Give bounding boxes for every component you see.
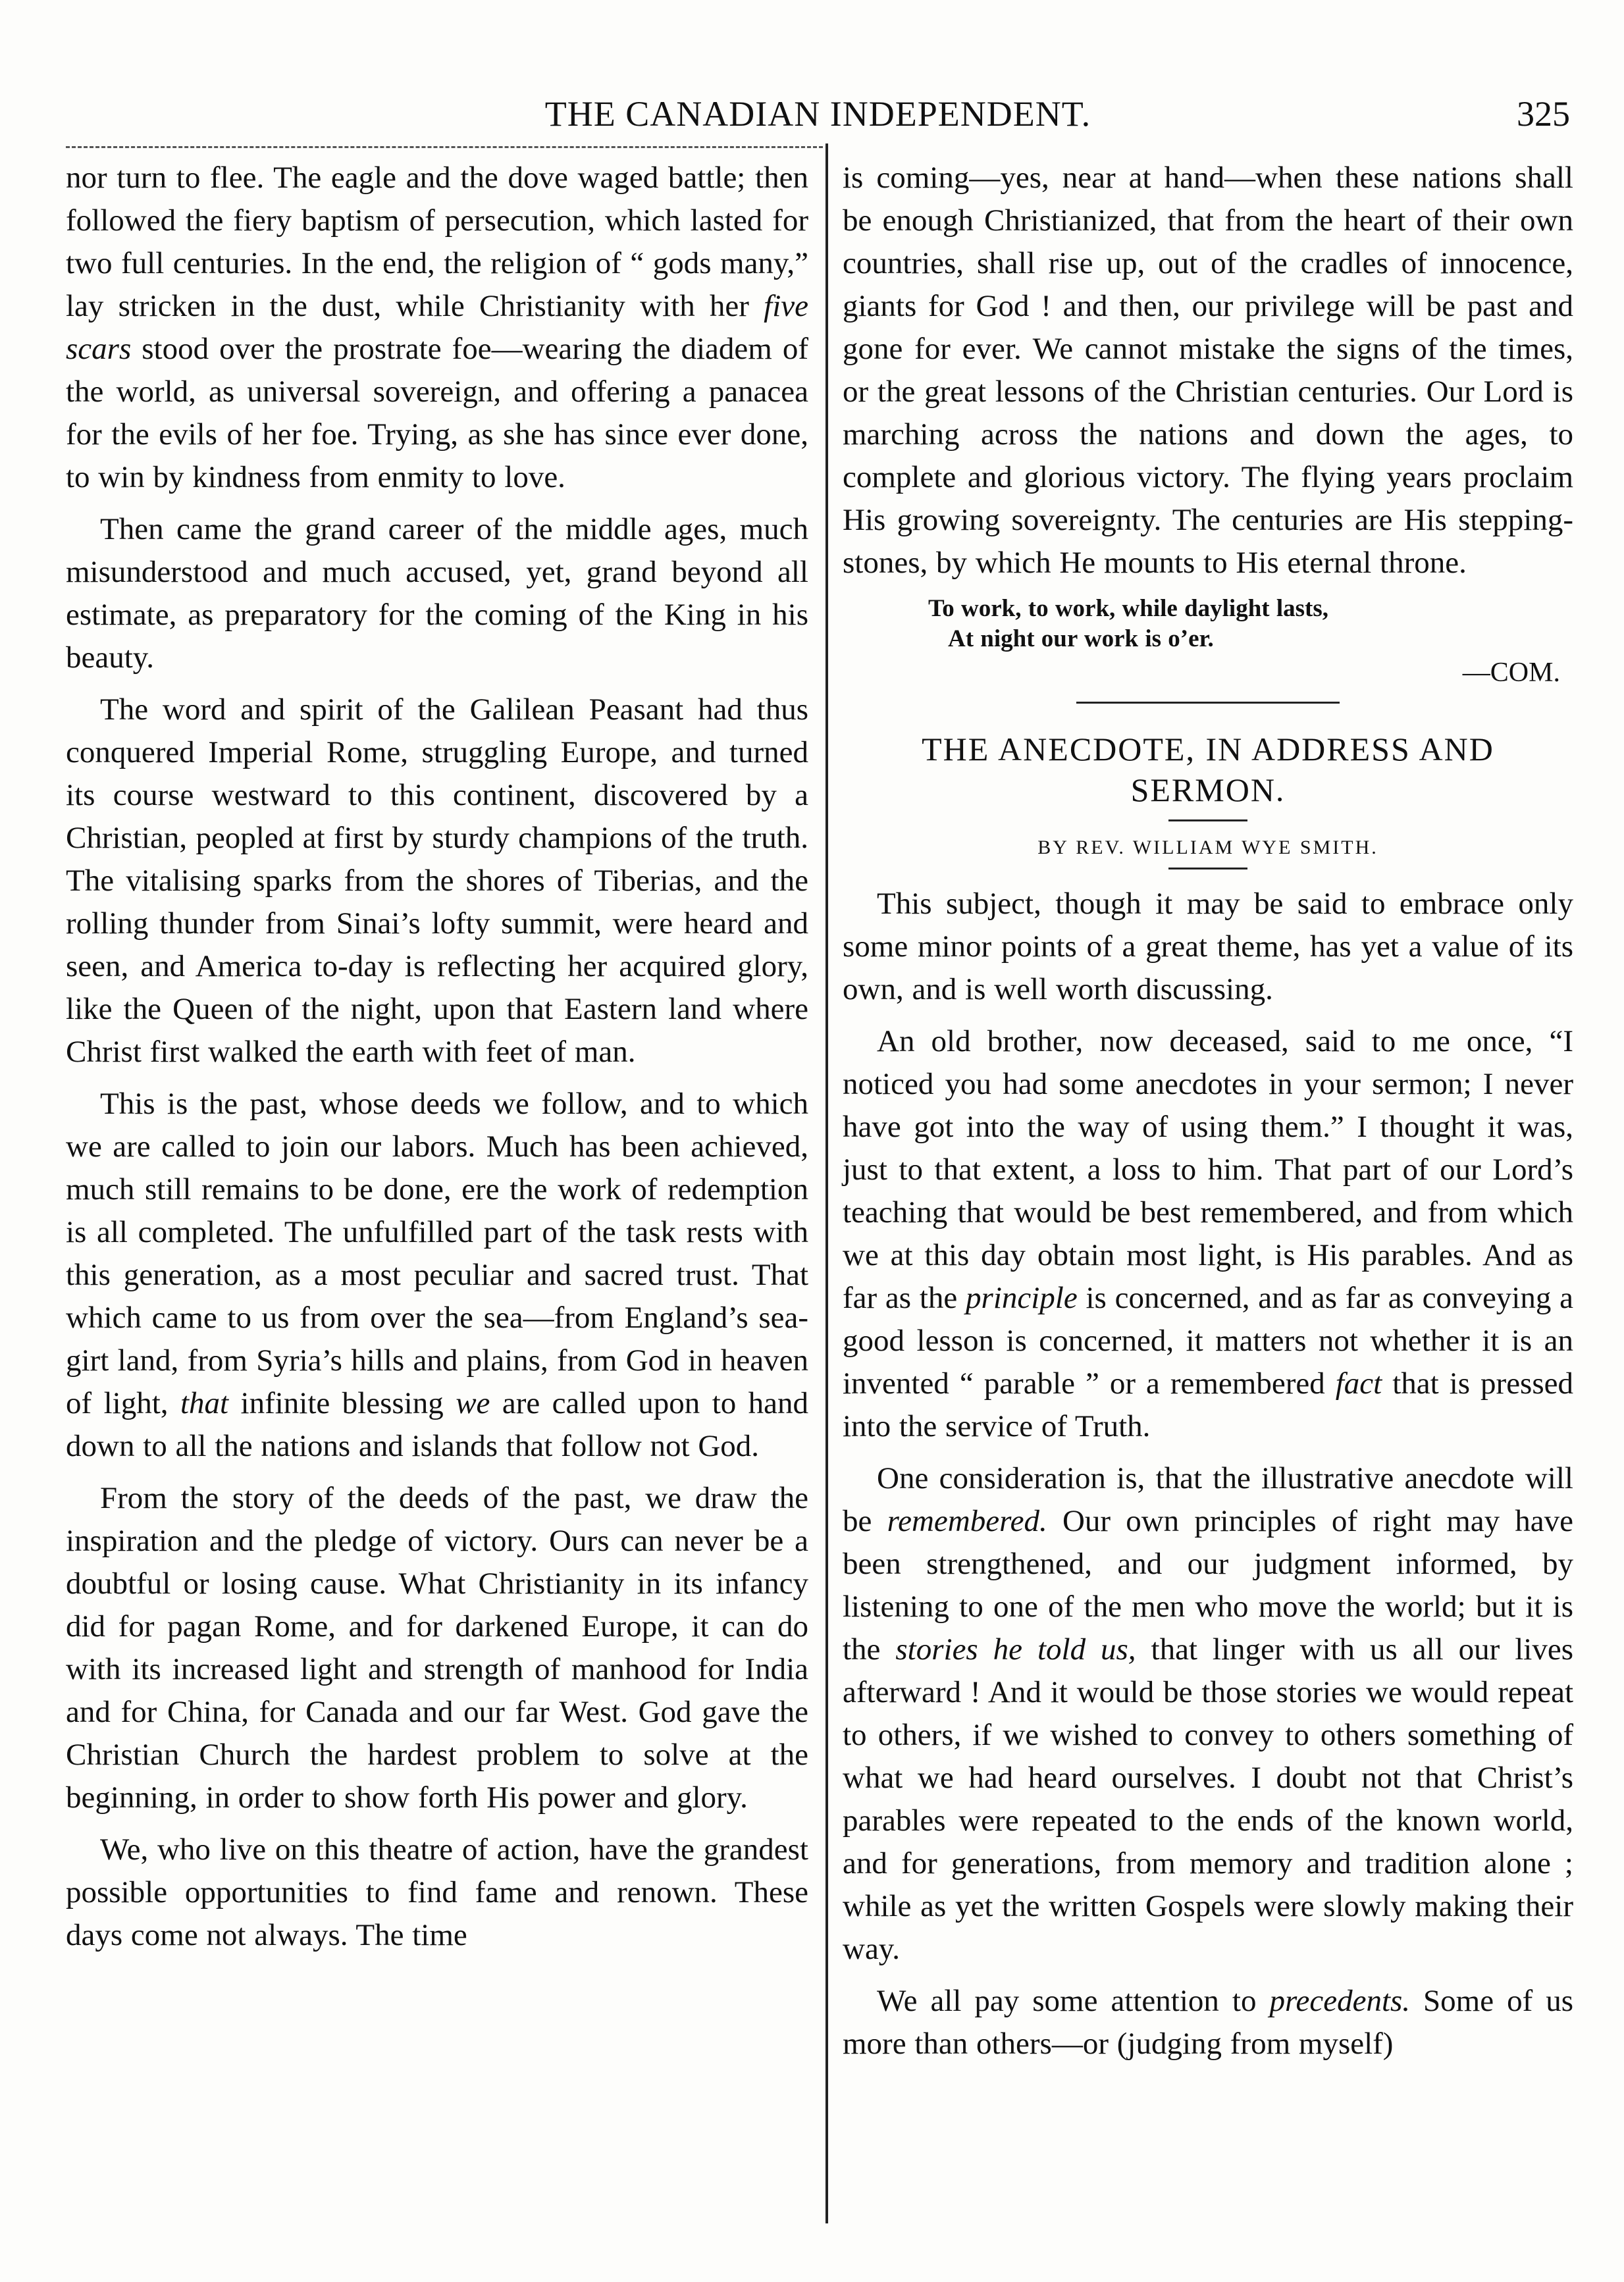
verse-quote [928, 594, 1573, 654]
section-divider [1076, 702, 1340, 704]
page-number: 325 [1517, 94, 1570, 134]
byline-rule [1168, 868, 1247, 869]
text-run: We all pay some attention to [877, 1984, 1257, 2018]
verse-line: At night our work is o’er. [948, 625, 1214, 652]
paragraph: This subject, though it may be said to embrace only some minor points of a great theme, has yet a value of its own, and is well worth discussing. [843, 887, 1573, 1006]
left-column [66, 157, 808, 1966]
italic-text: fact [1335, 1366, 1382, 1401]
text-run: that is pressed into the service of Truth. [843, 1366, 1573, 1443]
text-run: are called upon to hand down to all the nations and islands that follow not God. [66, 1386, 809, 1463]
italic-text: stories he told us, [895, 1632, 1136, 1667]
title-rule [1168, 819, 1247, 821]
italic-text: that [180, 1386, 229, 1420]
paragraph [66, 157, 808, 499]
italic-text: precedents. [1269, 1984, 1411, 2018]
paragraph: The word and spirit of the Galilean Peasant had thus conquered Imperial Rome, struggling Europe, and turned its course westward to this continent, discovered by a Christian, peopled at first by sturdy champions of the truth. The vitalising sparks from the shores of Tiberias, and the rolling thunder from Sinai’s lofty summit, were heard and seen, and America to-day is reflecting her acquired glory, like the Queen of the night, upon that Eastern land where Christ first walked the earth with feet of man. [66, 692, 808, 1069]
paragraph: Then came the grand career of the middle ages, much misunderstood and much accused, yet, grand beyond all estimate, as preparatory for the coming of the King in his beauty. [66, 512, 808, 675]
paragraph [843, 1980, 1573, 2065]
article-title: THE ANECDOTE, IN ADDRESS AND SERMON. [922, 731, 1494, 808]
text-run: This is the past, whose deeds we follow, and to which we are called to join our labors. Much has been achieved, much still remains to be done, ere the work of redemption is all completed. The unfulfilled part of the task rests with this generation, as a most peculiar and sacred trust. That which came to us from over the sea—from England’s sea-girt land, from Syria’s hills and plains, from God in heaven of light, [66, 1087, 808, 1420]
text-run: that linger with us all our lives afterward ! And it would be those stories we would repeat to others, if we wished to convey to others something of what we had heard ourselves. I doubt not that Christ’s parables were repeated to the ends of the known world, and for generations, from memory and tradition alone ; while as yet the written Gospels were slowly making their way. [843, 1632, 1574, 1966]
text-run: One consideration is, that the illustrative anecdote will be [843, 1461, 1573, 1538]
byline: BY REV. WILLIAM WYE SMITH. [1037, 837, 1378, 858]
paragraph: We, who live on this theatre of action, have the grandest possible opportunities to find fame and renown. These days come not always. The time [66, 1832, 808, 1952]
text-run: Our own principles of right may have been strengthened, and our judgment informed, by listening to one of the men who move the world; but it is the [843, 1504, 1574, 1667]
paragraph [843, 1457, 1573, 1971]
paragraph [66, 1083, 808, 1468]
verse-line: To work, to work, while daylight lasts, [928, 595, 1329, 622]
italic-text: five scars [66, 289, 808, 366]
text-run: Some of us more than others—or (judging from myself) [843, 1984, 1574, 2061]
column-divider [825, 143, 828, 2223]
signature: —COM. [1462, 658, 1560, 688]
text-run: is concerned, and as far as conveying a good lesson is concerned, it matters not whether it is an invented “ parable ” or a remembered [843, 1281, 1573, 1401]
text-run: infinite blessing [240, 1386, 444, 1420]
italic-text: principle [966, 1281, 1078, 1315]
italic-text: we [456, 1386, 490, 1420]
right-column [843, 157, 1573, 2075]
italic-text: remembered. [887, 1504, 1047, 1538]
running-head [66, 91, 1570, 143]
text-run: stood over the prostrate foe—wearing the diadem of the world, as universal sovereign, and offering a panacea for the evils of her foe. Trying, as she has since ever done, to win by kindness from enmity to love. [66, 332, 808, 494]
text-run: An old brother, now deceased, said to me once, “I noticed you had some anecdotes in your sermon; I never have got into the way of using them.” I thought it was, just to that extent, a loss to him. That part of our Lord’s teaching that would be best remembered, and from which we at this day obtain most light, is His parables. And as far as the [843, 1024, 1573, 1315]
header-rule [66, 146, 823, 148]
paragraph: is coming—yes, near at hand—when these nations shall be enough Christianized, that from the heart of their own countries, shall rise up, out of the cradles of innocence, giants for God ! and then, our privilege will be past and gone for ever. We cannot mistake the signs of the times, or the great lessons of the Christian centuries. Our Lord is marching across the nations and down the ages, to complete and glorious victory. The flying years proclaim His growing sovereignty. The centuries are His stepping-stones, by which He mounts to His eternal throne. [843, 161, 1573, 580]
text-run: nor turn to flee. The eagle and the dove waged battle; then followed the fiery baptism of persecution, which lasted for two full centuries. In the end, the religion of “ gods many,” lay stricken in the dust, while Christianity with her [66, 161, 808, 323]
running-title: THE CANADIAN INDEPENDENT. [544, 94, 1091, 134]
paragraph: From the story of the deeds of the past, we draw the inspiration and the pledge of victory. Ours can never be a doubtful or losing cause. What Christianity in its infancy did for pagan Rome, and for darkened Europe, it can do with its increased light and strength of manhood for India and for China, for Canada and our far West. God gave the Christian Church the hardest problem to solve at the beginning, in order to show forth His power and glory. [66, 1481, 808, 1815]
paragraph [843, 1020, 1573, 1448]
